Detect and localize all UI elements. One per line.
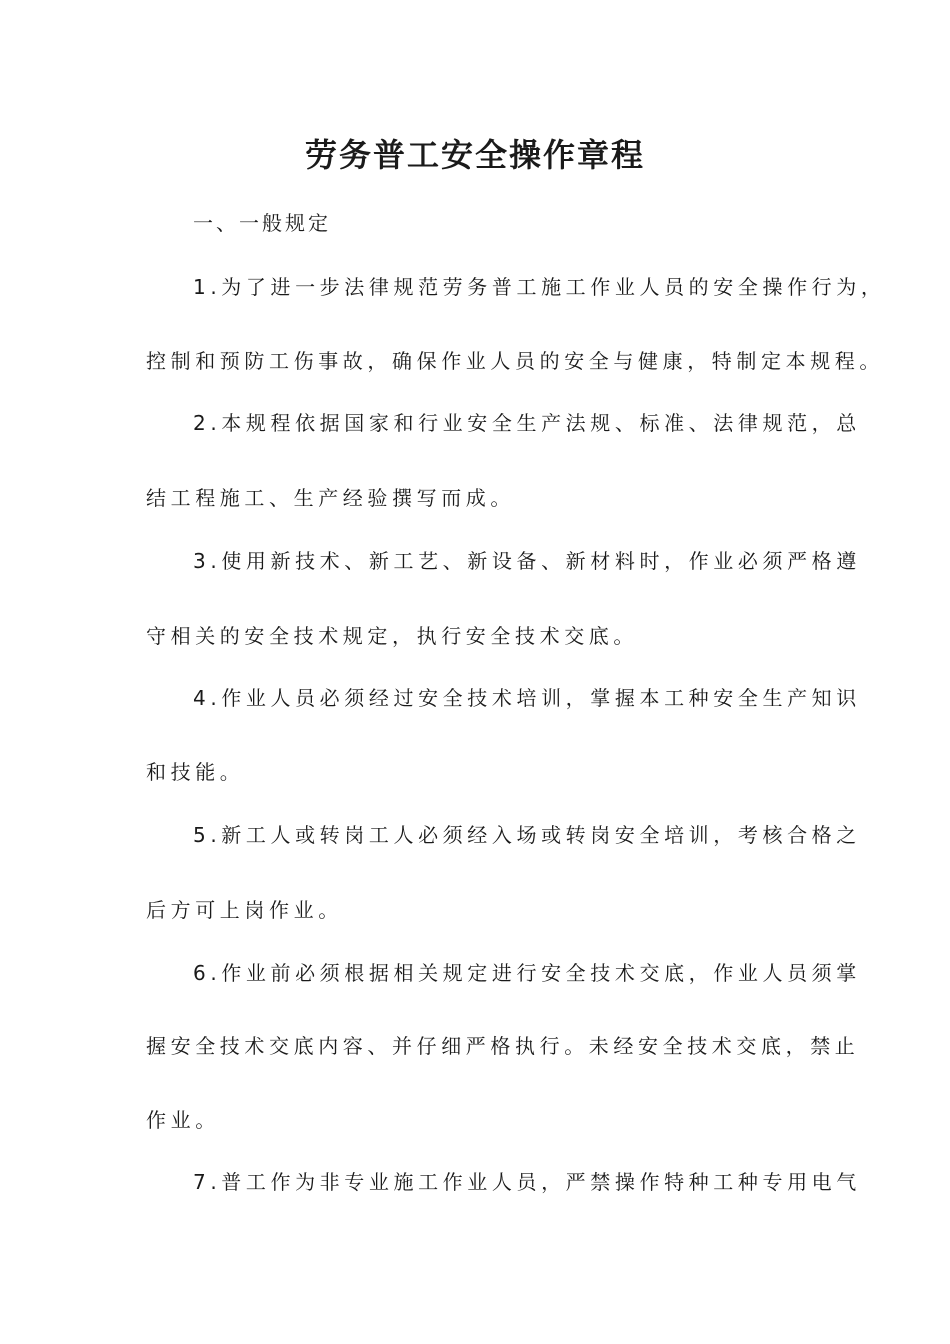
paragraph-line: 控制和预防工伤事故，确保作业人员的安全与健康，特制定本规程。	[146, 349, 884, 373]
paragraph-line: 握安全技术交底内容、并仔细严格执行。未经安全技术交底，禁止	[146, 1034, 860, 1058]
section-heading: 一、一般规定	[193, 211, 331, 235]
paragraph-line: 守相关的安全技术规定，执行安全技术交底。	[146, 624, 638, 648]
paragraph-line: 1.为了进一步法律规范劳务普工施工作业人员的安全操作行为，	[193, 275, 886, 299]
paragraph-line: 和技能。	[146, 760, 245, 784]
paragraph-line: 2.本规程依据国家和行业安全生产法规、标准、法律规范，总	[193, 411, 861, 435]
paragraph-line: 5.新工人或转岗工人必须经入场或转岗安全培训，考核合格之	[193, 823, 861, 847]
paragraph-line: 结工程施工、生产经验撰写而成。	[146, 486, 515, 510]
paragraph-line: 3.使用新技术、新工艺、新设备、新材料时，作业必须严格遵	[193, 549, 861, 573]
paragraph-line: 6.作业前必须根据相关规定进行安全技术交底，作业人员须掌	[193, 961, 861, 985]
paragraph-line: 7.普工作为非专业施工作业人员，严禁操作特种工种专用电气	[193, 1170, 861, 1194]
paragraph-line: 作业。	[146, 1108, 220, 1132]
document-title: 劳务普工安全操作章程	[304, 136, 645, 174]
paragraph-line: 后方可上岗作业。	[146, 898, 343, 922]
paragraph-line: 4.作业人员必须经过安全技术培训，掌握本工种安全生产知识	[193, 686, 861, 710]
